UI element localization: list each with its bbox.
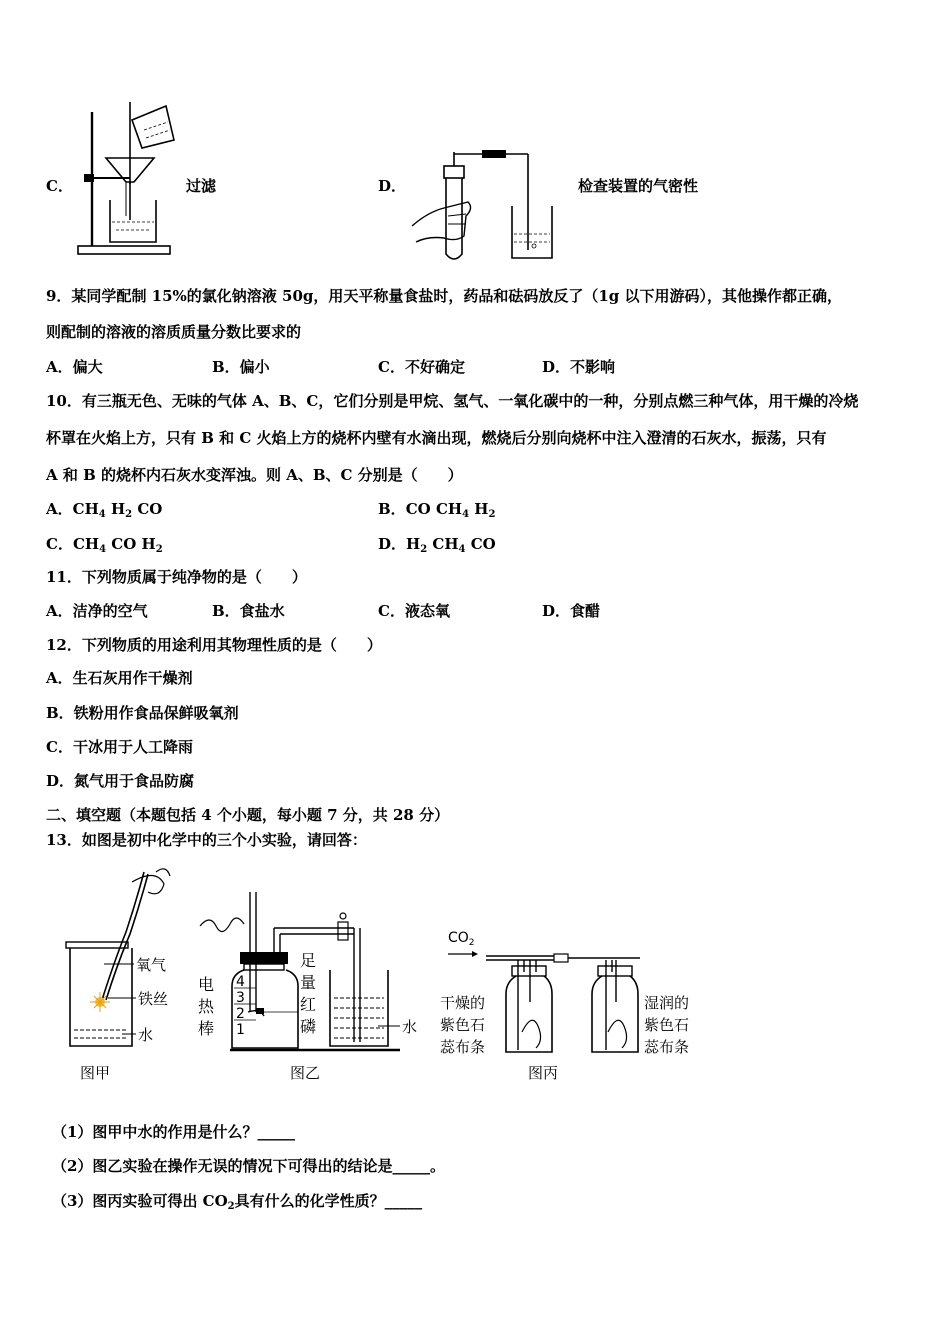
filtration-apparatus	[70, 100, 180, 260]
section-heading: 二、填空题（本题包括 4 个小题，每小题 7 分，共 28 分）	[46, 806, 450, 824]
fig-jia-wire-label: 铁丝	[138, 990, 169, 1008]
fig-yi-mark-4: 4	[236, 974, 245, 990]
q13-stem: 13．如图是初中化学中的三个小实验，请回答：	[46, 831, 367, 849]
q12-option-c: C．干冰用于人工降雨	[46, 738, 193, 756]
q11-option-c: C．液态氧	[378, 602, 450, 620]
fig-bing-left-label-1: 干燥的	[440, 994, 486, 1012]
q10-line1: 10．有三瓶无色、无味的气体 A、B、C，它们分别是甲烷、氢气、一氧化碳中的一种，分别点燃三种气体，用干燥的冷烧	[46, 392, 859, 410]
fig-bing-right-label-3: 蕊布条	[644, 1038, 690, 1056]
fig-jia-caption: 图甲	[80, 1064, 111, 1082]
q10-line3: A 和 B 的烧杯内石灰水变浑浊。则 A、B、C 分别是（ ）	[46, 466, 463, 484]
q9-option-a: A．偏大	[46, 358, 103, 376]
fig-yi-rod-char-1: 电	[198, 975, 215, 994]
q13-sub1: （1）图甲中水的作用是什么？_____	[52, 1123, 295, 1141]
fig-jia-water-label: 水	[138, 1026, 154, 1044]
fig-yi-phos-char-3: 红	[300, 995, 317, 1014]
q8-c-letter: C．	[46, 177, 73, 195]
q8-c-text: 过滤	[186, 177, 217, 195]
figure-yi	[198, 892, 417, 1082]
q10-option-a: A．$CH_4$ $H_2$ CO	[46, 500, 163, 520]
q12-option-b: B．铁粉用作食品保鲜吸氧剂	[46, 704, 239, 722]
q11-stem: 11．下列物质属于纯净物的是（ ）	[46, 568, 307, 586]
fig-yi-mark-2: 2	[236, 1006, 245, 1022]
fig-jia-oxygen-label: 氧气	[136, 956, 167, 974]
q9-line1: 9．某同学配制 15%的氯化钠溶液 50g，用天平称量食盐时，药品和砝码放反了（1g 以下用游码），其他操作都正确，	[46, 287, 843, 305]
q10-option-b: B．CO $CH_4$ $H_2$	[378, 500, 496, 520]
figure-bing	[440, 930, 689, 1082]
fig-yi-rod-char-2: 热	[198, 997, 215, 1016]
q13-sub3: （3）图丙实验可得出 $CO_2$具有什么的化学性质？_____	[52, 1192, 423, 1212]
fig-bing-right-label-1: 湿润的	[644, 994, 690, 1012]
q11-option-a: A．洁净的空气	[46, 602, 148, 620]
q12-option-d: D．氮气用于食品防腐	[46, 772, 195, 790]
q13-sub2: （2）图乙实验在操作无误的情况下可得出的结论是_____。	[52, 1157, 445, 1175]
q9-option-b: B．偏小	[212, 358, 270, 376]
q11-option-b: B．食盐水	[212, 602, 285, 620]
q8-d-text: 检查装置的气密性	[578, 177, 699, 195]
fig-yi-phos-char-1: 足	[300, 951, 317, 970]
fig-yi-phos-char-4: 磷	[300, 1017, 317, 1036]
q9-option-d: D．不影响	[542, 358, 616, 376]
fig-bing-gas-label: $CO_2$	[448, 930, 475, 948]
q10-line2: 杯罩在火焰上方，只有 B 和 C 火焰上方的烧杯内壁有水滴出现，燃烧后分别向烧杯中注入澄清的石灰水，振荡，只有	[46, 429, 827, 447]
fig-bing-left-label-2: 紫色石	[440, 1016, 486, 1034]
q9-option-c: C．不好确定	[378, 358, 465, 376]
fig-yi-rod-char-3: 棒	[198, 1019, 215, 1038]
q9-line2: 则配制的溶液的溶质质量分数比要求的	[46, 323, 302, 341]
fig-bing-caption: 图丙	[528, 1064, 559, 1082]
fig-yi-water-label: 水	[402, 1018, 418, 1036]
airtightness-apparatus	[408, 146, 568, 266]
fig-yi-mark-1: 1	[236, 1022, 245, 1038]
fig-bing-left-label-3: 蕊布条	[440, 1038, 486, 1056]
q12-stem: 12．下列物质的用途利用其物理性质的是（ ）	[46, 636, 382, 654]
fig-yi-caption: 图乙	[290, 1064, 321, 1082]
figure-jia	[66, 869, 170, 1082]
q8-d-letter: D．	[378, 177, 407, 195]
q12-option-a: A．生石灰用作干燥剂	[46, 669, 193, 687]
q10-option-c: C．$CH_4$ CO $H_2$	[46, 535, 163, 555]
q13-figures	[60, 862, 700, 1090]
q10-option-d: D．$H_2$ $CH_4$ CO	[378, 535, 496, 555]
fig-yi-mark-3: 3	[236, 990, 245, 1006]
fig-yi-phos-char-2: 量	[300, 973, 317, 992]
fig-bing-right-label-2: 紫色石	[644, 1016, 690, 1034]
q11-option-d: D．食醋	[542, 602, 601, 620]
